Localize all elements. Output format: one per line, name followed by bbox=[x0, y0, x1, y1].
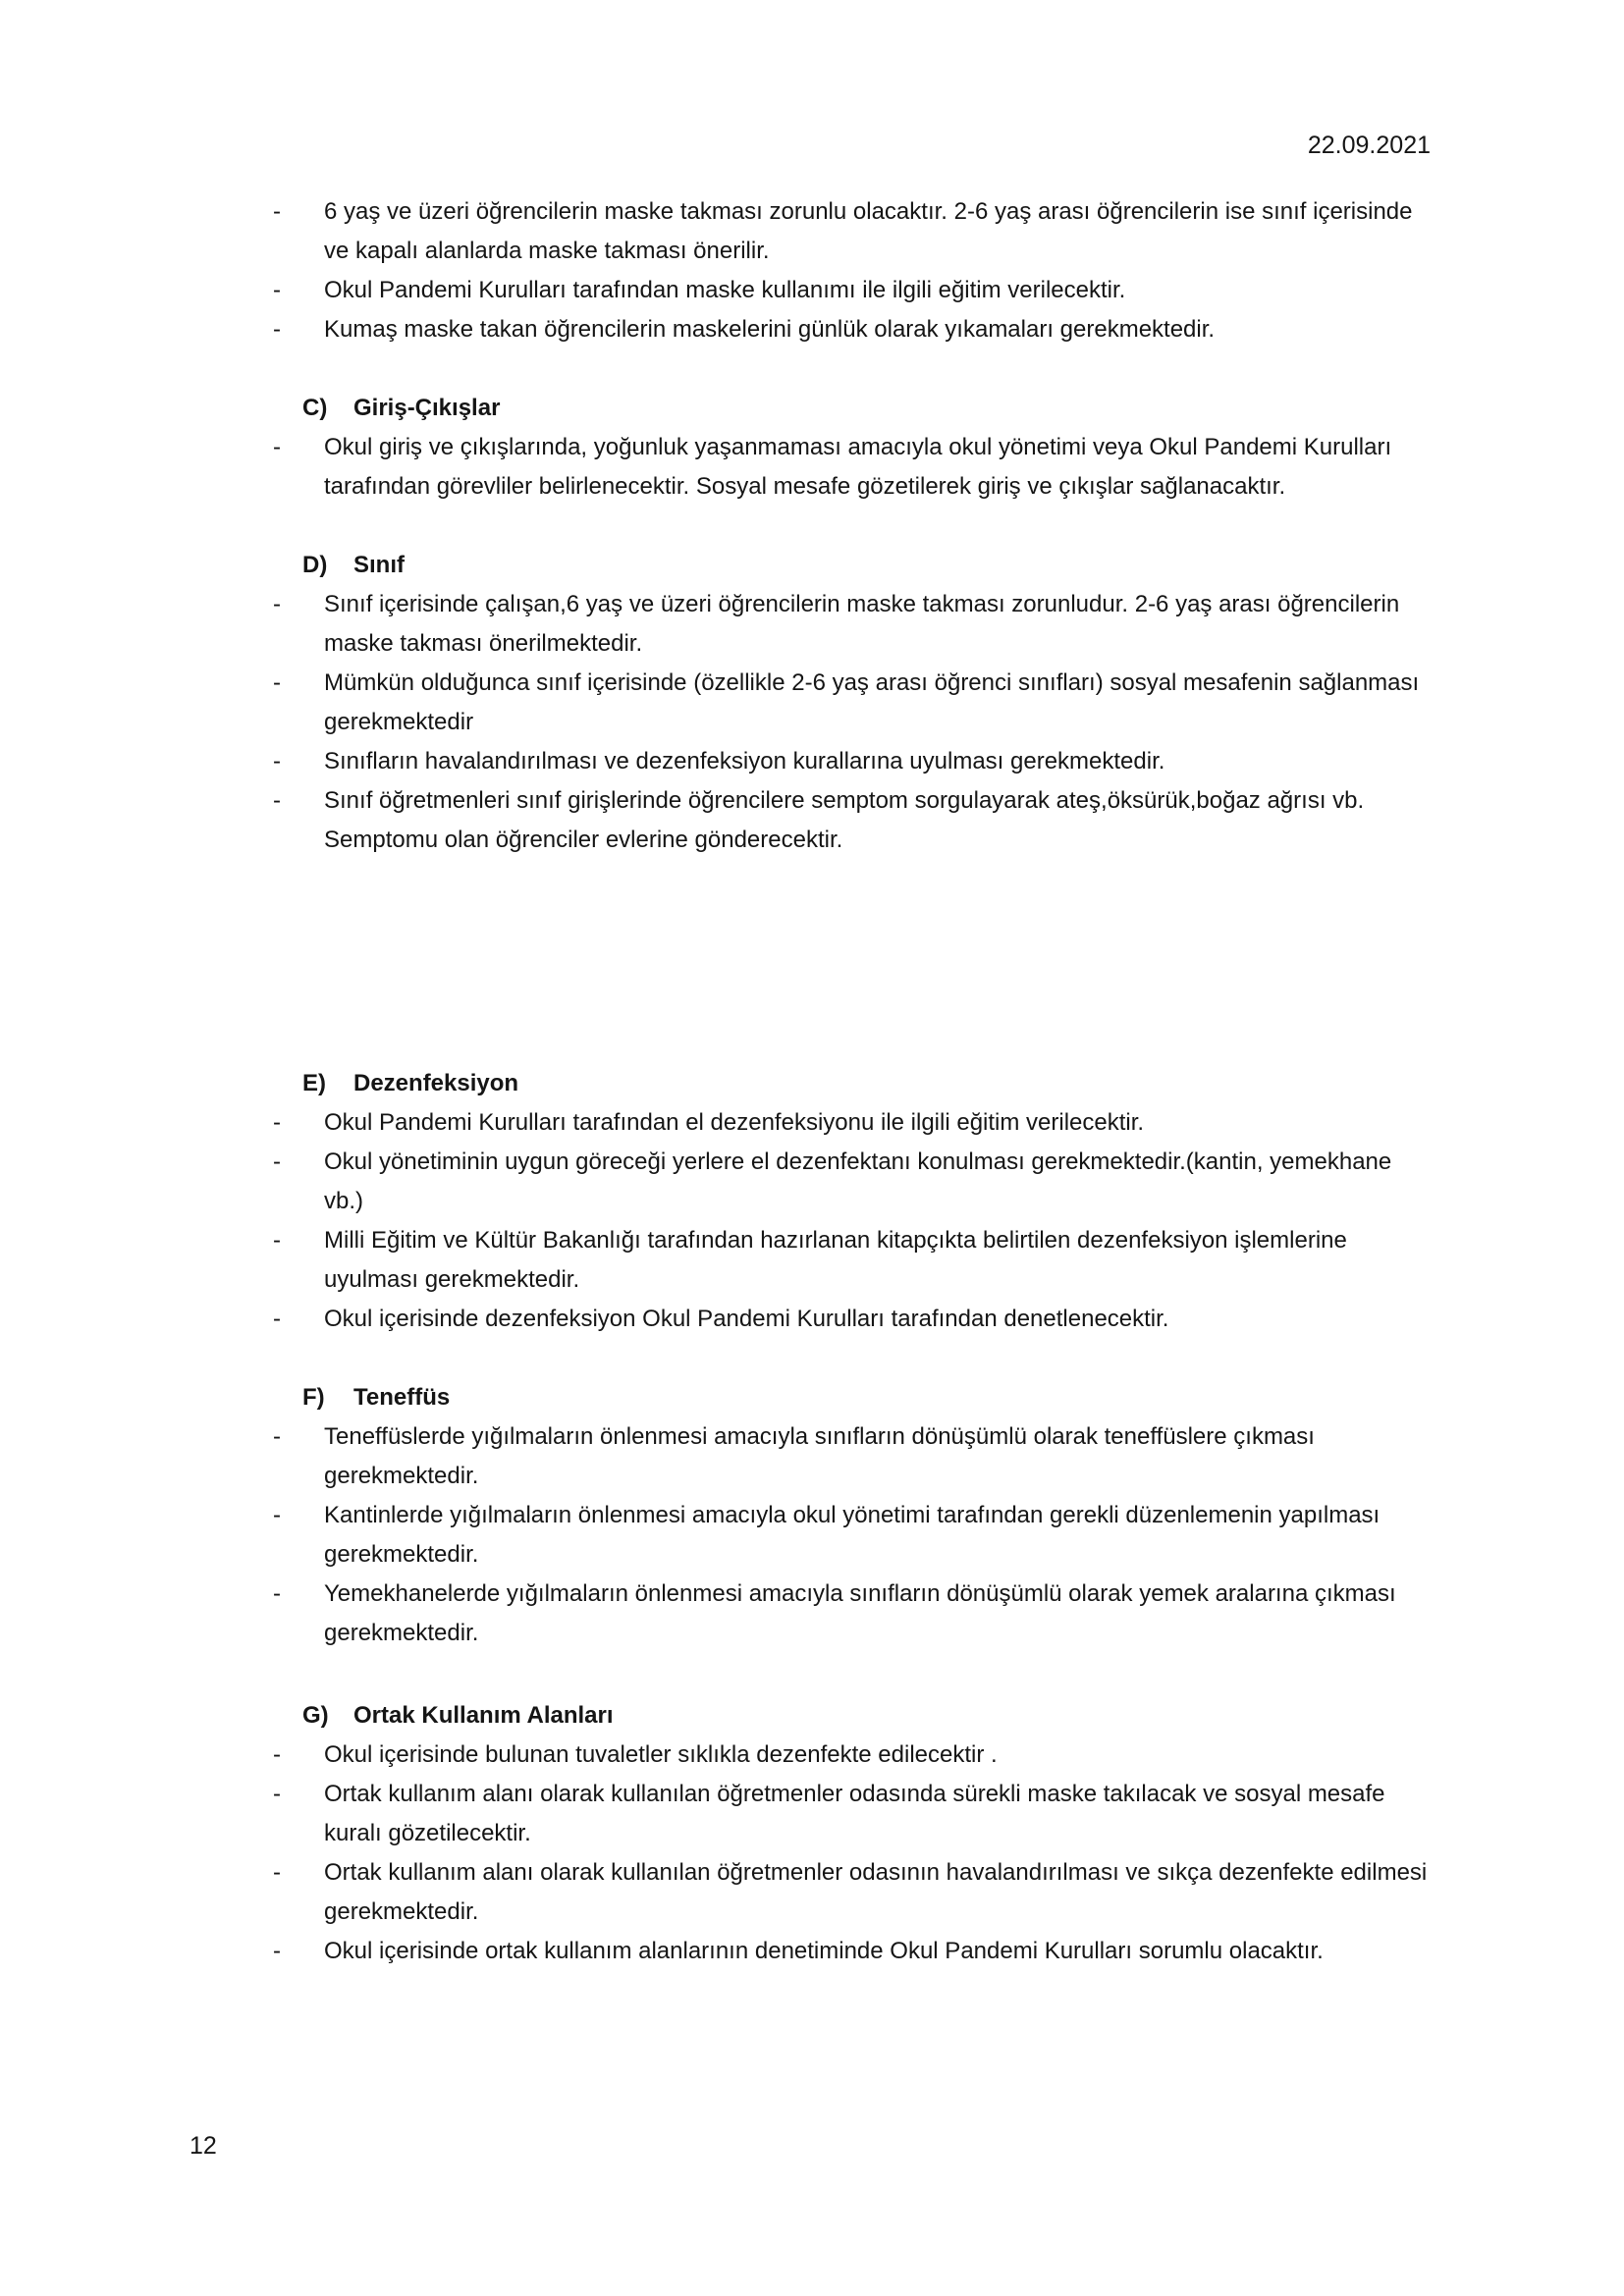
bullet-dash: - bbox=[273, 787, 281, 814]
bullet-dash: - bbox=[273, 1109, 281, 1136]
list-item bbox=[273, 585, 1428, 664]
section-letter: D) bbox=[302, 552, 328, 578]
list-item bbox=[273, 1143, 1428, 1221]
list-item-text: Ortak kullanım alanı olarak kullanılan öğretmenler odasında sürekli maske takılacak ve sosyal mesafe kuralı gözetilecektir. bbox=[324, 1781, 1385, 1846]
list-item bbox=[273, 781, 1428, 860]
list-item bbox=[273, 742, 1428, 781]
spacer bbox=[273, 860, 1428, 1064]
bullet-dash: - bbox=[273, 1227, 281, 1254]
bullet-dash: - bbox=[273, 669, 281, 696]
list-item-text: Okul Pandemi Kurulları tarafından el dezenfeksiyonu ile ilgili eğitim verilecektir. bbox=[324, 1109, 1145, 1136]
list-item bbox=[273, 1735, 1428, 1775]
bullet-dash: - bbox=[273, 591, 281, 617]
bullet-dash: - bbox=[273, 1580, 281, 1607]
section-heading-d bbox=[273, 546, 1428, 585]
list-item bbox=[273, 310, 1428, 349]
section-heading-e bbox=[273, 1064, 1428, 1103]
bullet-dash: - bbox=[273, 1781, 281, 1807]
section-letter: G) bbox=[302, 1702, 329, 1729]
list-item-text: Sınıf içerisinde çalışan,6 yaş ve üzeri öğrencilerin maske takması zorunludur. 2-6 yaş arası öğrencilerin maske takması önerilmektedir. bbox=[324, 591, 1400, 657]
list-item bbox=[273, 192, 1428, 271]
list-item-text: Okul içerisinde dezenfeksiyon Okul Pandemi Kurulları tarafından denetlenecektir. bbox=[324, 1306, 1169, 1332]
section-title: Giriş-Çıkışlar bbox=[353, 395, 501, 421]
bullet-dash: - bbox=[273, 1938, 281, 1964]
list-item bbox=[273, 1300, 1428, 1339]
bullet-dash: - bbox=[273, 1148, 281, 1175]
list-item-text: Sınıfların havalandırılması ve dezenfeksiyon kurallarına uyulması gerekmektedir. bbox=[324, 748, 1165, 774]
list-item-text: 6 yaş ve üzeri öğrencilerin maske takması zorunlu olacaktır. 2-6 yaş arası öğrencilerin ise sınıf içerisinde ve kapalı alanlarda maske takması önerilir. bbox=[324, 198, 1413, 264]
list-item-text: Milli Eğitim ve Kültür Bakanlığı tarafından hazırlanan kitapçıkta belirtilen dezenfeksiyon işlemlerine uyulması gerekmektedir. bbox=[324, 1227, 1347, 1293]
section-letter: C) bbox=[302, 395, 328, 421]
bullet-dash: - bbox=[273, 1741, 281, 1768]
list-item bbox=[273, 1496, 1428, 1575]
list-item bbox=[273, 1853, 1428, 1932]
bullet-dash: - bbox=[273, 1423, 281, 1450]
list-item bbox=[273, 1103, 1428, 1143]
bullet-dash: - bbox=[273, 1502, 281, 1528]
bullet-dash: - bbox=[273, 1306, 281, 1332]
page-number: 12 bbox=[189, 2132, 217, 2160]
section-title: Dezenfeksiyon bbox=[353, 1070, 519, 1096]
list-item-text: Okul Pandemi Kurulları tarafından maske kullanımı ile ilgili eğitim verilecektir. bbox=[324, 277, 1126, 303]
section-heading-f bbox=[273, 1378, 1428, 1417]
list-item bbox=[273, 1775, 1428, 1853]
list-item-text: Kumaş maske takan öğrencilerin maskelerini günlük olarak yıkamaları gerekmektedir. bbox=[324, 316, 1216, 343]
list-item-text: Okul içerisinde ortak kullanım alanlarının denetiminde Okul Pandemi Kurulları sorumlu olacaktır. bbox=[324, 1938, 1324, 1964]
spacer bbox=[273, 349, 1428, 389]
list-item-text: Okul giriş ve çıkışlarında, yoğunluk yaşanmaması amacıyla okul yönetimi veya Okul Pandemi Kurulları tarafından görevliler belirlenecektir. Sosyal mesafe gözetilerek giriş ve çıkışlar sağlanacaktır. bbox=[324, 434, 1392, 500]
section-title: Teneffüs bbox=[353, 1384, 451, 1411]
list-item bbox=[273, 428, 1428, 507]
list-item bbox=[273, 1575, 1428, 1653]
section-letter: E) bbox=[302, 1070, 326, 1096]
section-title: Sınıf bbox=[353, 552, 405, 578]
section-heading-c bbox=[273, 389, 1428, 428]
section-title: Ortak Kullanım Alanları bbox=[353, 1702, 614, 1729]
spacer bbox=[273, 1653, 1428, 1696]
section-letter: F) bbox=[302, 1384, 325, 1411]
list-item bbox=[273, 1417, 1428, 1496]
list-item bbox=[273, 271, 1428, 310]
list-item-text: Mümkün olduğunca sınıf içerisinde (özellikle 2-6 yaş arası öğrenci sınıfları) sosyal mesafenin sağlanması gerekmektedir bbox=[324, 669, 1420, 735]
list-item-text: Teneffüslerde yığılmaların önlenmesi amacıyla sınıfların dönüşümlü olarak teneffüslere çıkması gerekmektedir. bbox=[324, 1423, 1315, 1489]
list-item-text: Okul yönetiminin uygun göreceği yerlere el dezenfektanı konulması gerekmektedir.(kantin, yemekhane vb.) bbox=[324, 1148, 1392, 1214]
spacer bbox=[273, 1339, 1428, 1378]
bullet-dash: - bbox=[273, 277, 281, 303]
document-body bbox=[273, 192, 1428, 1971]
spacer bbox=[273, 507, 1428, 546]
bullet-dash: - bbox=[273, 316, 281, 343]
bullet-dash: - bbox=[273, 198, 281, 225]
list-item bbox=[273, 664, 1428, 742]
bullet-dash: - bbox=[273, 434, 281, 460]
list-item-text: Yemekhanelerde yığılmaların önlenmesi amacıyla sınıfların dönüşümlü olarak yemek aralarına çıkması gerekmektedir. bbox=[324, 1580, 1396, 1646]
bullet-dash: - bbox=[273, 1859, 281, 1886]
list-item bbox=[273, 1932, 1428, 1971]
section-heading-g bbox=[273, 1696, 1428, 1735]
document-date: 22.09.2021 bbox=[1307, 132, 1431, 159]
list-item bbox=[273, 1221, 1428, 1300]
list-item-text: Okul içerisinde bulunan tuvaletler sıklıkla dezenfekte edilecektir . bbox=[324, 1741, 998, 1768]
list-item-text: Kantinlerde yığılmaların önlenmesi amacıyla okul yönetimi tarafından gerekli düzenlemenin yapılması gerekmektedir. bbox=[324, 1502, 1380, 1568]
list-item-text: Sınıf öğretmenleri sınıf girişlerinde öğrencilere semptom sorgulayarak ateş,öksürük,boğaz ağrısı vb. Semptomu olan öğrenciler evlerine gönderecektir. bbox=[324, 787, 1365, 853]
bullet-dash: - bbox=[273, 748, 281, 774]
list-item-text: Ortak kullanım alanı olarak kullanılan öğretmenler odasının havalandırılması ve sıkça dezenfekte edilmesi gerekmektedir. bbox=[324, 1859, 1428, 1925]
